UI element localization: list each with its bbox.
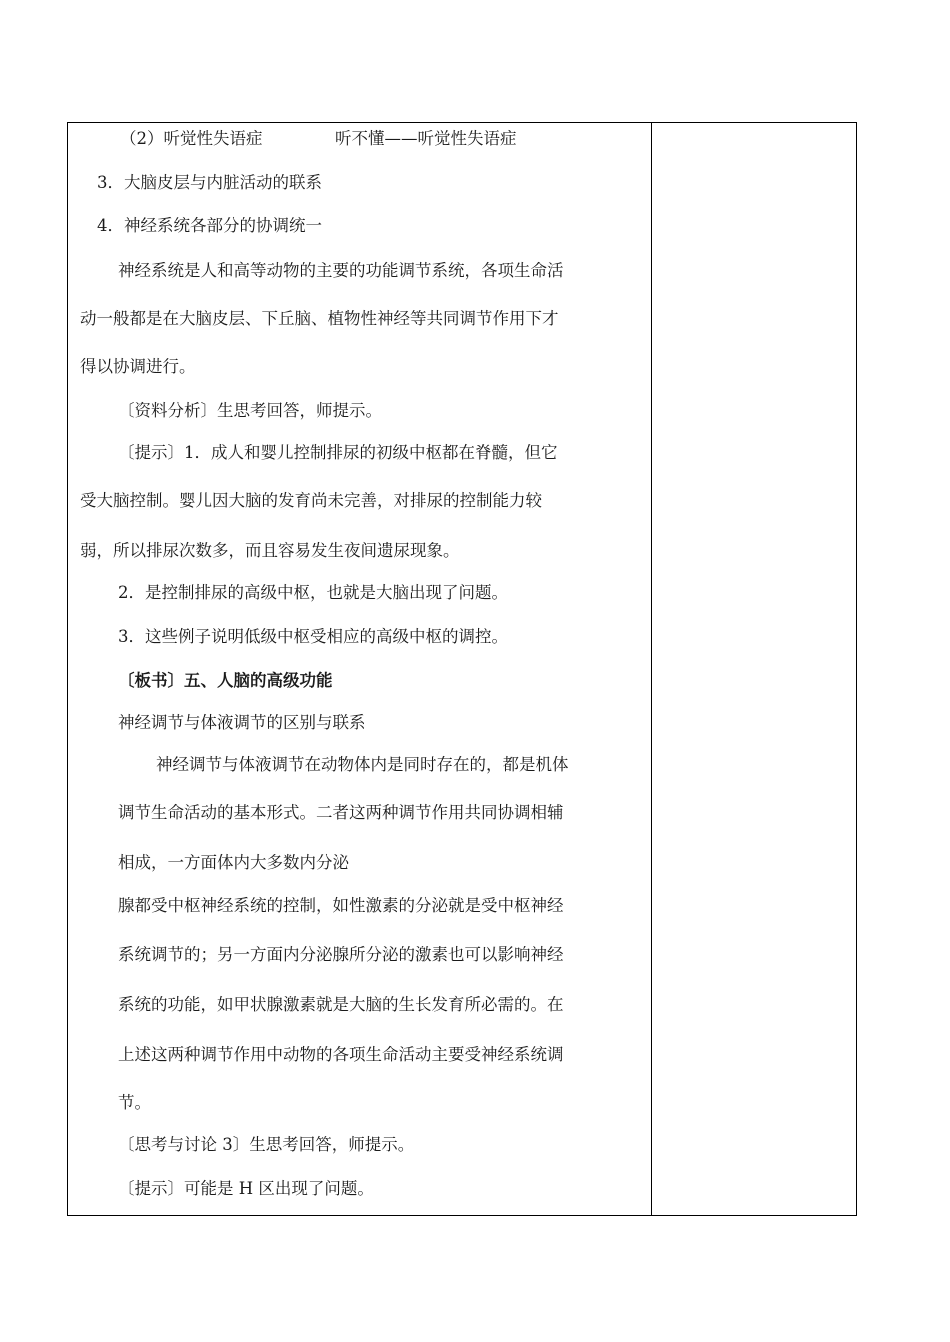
hint-line: 2．是控制排尿的高级中枢，也就是大脑出现了问题。	[118, 583, 508, 602]
material-analysis-line: 〔资料分析〕生思考回答，师提示。	[118, 401, 382, 420]
paragraph-line: 动一般都是在大脑皮层、下丘脑、植物性神经等共同调节作用下才	[80, 309, 559, 328]
line-auditory-aphasia: （2）听觉性失语症	[120, 129, 263, 148]
paragraph-line: 相成，一方面体内大多数内分泌	[118, 853, 349, 872]
hint-line: 受大脑控制。婴儿因大脑的发育尚未完善，对排尿的控制能力较	[80, 491, 542, 510]
paragraph-line: 系统的功能，如甲状腺激素就是大脑的生长发育所必需的。在	[118, 995, 564, 1014]
hint-line: 3．这些例子说明低级中枢受相应的高级中枢的调控。	[118, 627, 508, 646]
line-auditory-aphasia-note: 听不懂——听觉性失语症	[335, 129, 517, 148]
discussion-line: 〔思考与讨论 3〕生思考回答，师提示。	[118, 1135, 415, 1154]
content-cell	[68, 123, 651, 1215]
paragraph-line: 得以协调进行。	[80, 357, 196, 376]
heading-cortex-viscera: 3．大脑皮层与内脏活动的联系	[97, 173, 322, 192]
paragraph-line: 神经调节与体液调节在动物体内是同时存在的，都是机体	[156, 755, 569, 774]
hint-line: 〔提示〕可能是 H 区出现了问题。	[118, 1179, 374, 1198]
hint-line: 〔提示〕1．成人和婴儿控制排尿的初级中枢都在脊髓，但它	[118, 443, 558, 462]
paragraph-line: 神经系统是人和高等动物的主要的功能调节系统，各项生命活	[118, 261, 564, 280]
paragraph-line: 腺都受中枢神经系统的控制，如性激素的分泌就是受中枢神经	[118, 896, 564, 915]
paragraph-line: 上述这两种调节作用中动物的各项生命活动主要受神经系统调	[118, 1045, 564, 1064]
paragraph-line: 调节生命活动的基本形式。二者这两种调节作用共同协调相辅	[118, 803, 564, 822]
paragraph-line: 系统调节的；另一方面内分泌腺所分泌的激素也可以影响神经	[118, 945, 564, 964]
notes-cell	[652, 123, 856, 1215]
section-heading: 神经调节与体液调节的区别与联系	[118, 713, 366, 732]
heading-coordination: 4．神经系统各部分的协调统一	[97, 216, 322, 235]
paragraph-line: 节。	[118, 1093, 151, 1112]
board-heading: 〔板书〕五、人脑的高级功能	[118, 671, 333, 690]
hint-line: 弱，所以排尿次数多，而且容易发生夜间遗尿现象。	[80, 541, 460, 560]
lesson-table	[67, 122, 857, 1216]
